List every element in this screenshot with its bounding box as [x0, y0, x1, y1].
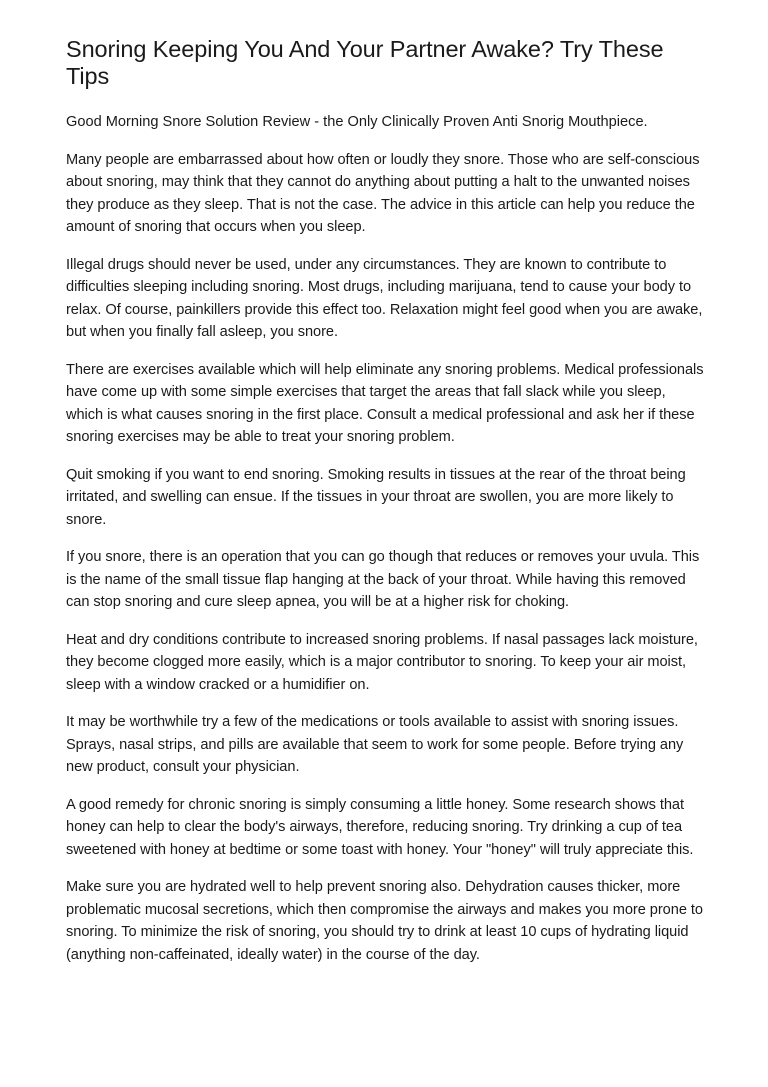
paragraph-3: There are exercises available which will help eliminate any snoring problems. Medical professionals have come up with some simple exercises that target the areas that fall slack while you sleep, which is what causes snoring in the first place. Consult a medical professional and ask her if these snoring exercises may be able to treat your snoring problem.: [66, 361, 704, 445]
paragraph-6: Heat and dry conditions contribute to increased snoring problems. If nasal passages lack moisture, they become clogged more easily, which is a major contributor to snoring. To keep your air moist, sleep with a window cracked or a humidifier on.: [66, 631, 698, 693]
paragraph-8: A good remedy for chronic snoring is simply consuming a little honey. Some research shows that honey can help to clear the body's airways, therefore, reducing snoring. Try drinking a cup of tea sweetened with honey at bedtime or some toast with honey. Your "honey" will truly appreciate this.: [66, 796, 694, 858]
subtitle: Good Morning Snore Solution Review - the Only Clinically Proven Anti Snorig Mouthpiece.: [66, 114, 648, 130]
paragraph-1: Many people are embarrassed about how often or loudly they snore. Those who are self-conscious about snoring, may think that they cannot do anything about putting a halt to the unwanted noises they produce as they sleep. That is not the case. The advice in this article can help you reduce the amount of snoring that occurs when you sleep.: [66, 151, 700, 235]
paragraph-9: Make sure you are hydrated well to help prevent snoring also. Dehydration causes thicker, more problematic mucosal secretions, which then compromise the airways and makes you more prone to snoring. To minimize the risk of snoring, you should try to drink at least 10 cups of hydrating liquid (anything non-caffeinated, ideally water) in the course of the day.: [66, 879, 703, 963]
document-page: [66, 36, 706, 966]
page-title: Snoring Keeping You And Your Partner Awake? Try These Tips: [66, 36, 664, 89]
paragraph-4: Quit smoking if you want to end snoring. Smoking results in tissues at the rear of the throat being irritated, and swelling can ensue. If the tissues in your throat are swollen, you are more likely to snore.: [66, 466, 686, 528]
paragraph-2: Illegal drugs should never be used, under any circumstances. They are known to contribute to difficulties sleeping including snoring. Most drugs, including marijuana, tend to cause your body to relax. Of course, painkillers provide this effect too. Relaxation might feel good when you are awake, but when you finally fall asleep, you snore.: [66, 256, 703, 340]
paragraph-7: It may be worthwhile try a few of the medications or tools available to assist with snoring issues. Sprays, nasal strips, and pills are available that seem to work for some people. Before trying any new product, consult your physician.: [66, 714, 684, 775]
paragraph-5: If you snore, there is an operation that you can go though that reduces or removes your uvula. This is the name of the small tissue flap hanging at the back of your throat. While having this removed can stop snoring and cure sleep apnea, you will be at a higher risk for choking.: [66, 549, 700, 610]
